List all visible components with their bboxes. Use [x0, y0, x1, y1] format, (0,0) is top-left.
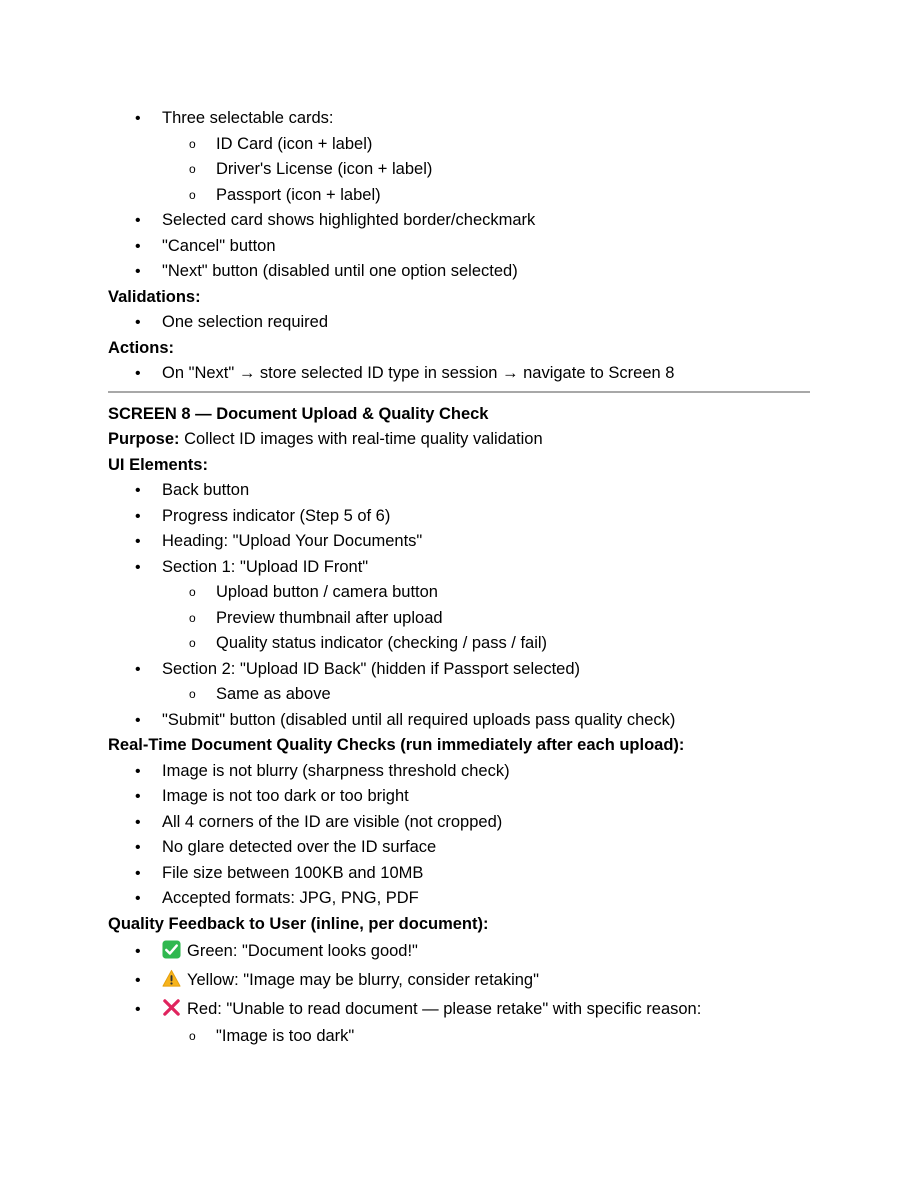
list-item: • No glare detected over the ID surface — [135, 838, 437, 856]
document-page — [108, 106, 810, 1050]
list-item: • On "Next" → store selected ID type in session → navigate to Screen 8 — [135, 364, 675, 382]
list-item: • Yellow: "Image may be blurry, consider retaking" — [135, 971, 539, 989]
list-item: • File size between 100KB and 10MB — [135, 863, 424, 882]
list-item: • "Submit" button (disabled until all required uploads pass quality check) — [135, 710, 676, 729]
list-item: • Back button — [135, 481, 250, 499]
list-subitem: o Passport (icon + label) — [189, 185, 381, 204]
list-item: • All 4 corners of the ID are visible (not cropped) — [135, 812, 503, 831]
warning-icon — [162, 969, 181, 988]
purpose-line: Purpose: Collect ID images with real-time quality validation — [108, 430, 543, 448]
section-title: SCREEN 8 — Document Upload & Quality Check — [108, 404, 489, 423]
list-item: • Heading: "Upload Your Documents" — [135, 532, 423, 550]
check-mark-button-icon — [162, 940, 181, 959]
list-item: • "Cancel" button — [135, 236, 276, 255]
list-item: • Section 1: "Upload ID Front" — [135, 557, 369, 576]
list-item: • Three selectable cards: — [135, 109, 334, 127]
list-item: • Section 2: "Upload ID Back" (hidden if Passport selected) — [135, 659, 581, 678]
list-item: • Progress indicator (Step 5 of 6) — [135, 506, 391, 525]
list-item: • Image is not blurry (sharpness threshold check) — [135, 761, 510, 780]
list-subitem: o Driver's License (icon + label) — [189, 160, 433, 178]
quality-checks-heading: Real-Time Document Quality Checks (run immediately after each upload): — [108, 736, 685, 754]
list-subitem: o "Image is too dark" — [189, 1027, 355, 1045]
validations-heading: Validations: — [108, 287, 201, 306]
list-subitem: o Upload button / camera button — [189, 583, 438, 601]
list-subitem: o Preview thumbnail after upload — [189, 608, 443, 627]
list-item: • Image is not too dark or too bright — [135, 787, 409, 805]
quality-feedback-heading: Quality Feedback to User (inline, per document): — [108, 914, 489, 933]
list-item: • "Next" button (disabled until one option selected) — [135, 262, 518, 280]
list-item: • Red: "Unable to read document — please retake" with specific reason: — [135, 1000, 702, 1018]
list-subitem: o ID Card (icon + label) — [189, 134, 373, 153]
cross-mark-icon — [162, 998, 181, 1017]
actions-heading: Actions: — [108, 338, 174, 357]
horizontal-rule — [108, 391, 810, 393]
list-item: • One selection required — [135, 313, 329, 331]
list-item: • Selected card shows highlighted border/checkmark — [135, 211, 536, 229]
ui-elements-heading: UI Elements: — [108, 455, 208, 474]
list-subitem: o Quality status indicator (checking / pass / fail) — [189, 634, 548, 652]
list-item: • Green: "Document looks good!" — [135, 942, 418, 960]
list-subitem: o Same as above — [189, 685, 331, 703]
list-item: • Accepted formats: JPG, PNG, PDF — [135, 889, 419, 907]
